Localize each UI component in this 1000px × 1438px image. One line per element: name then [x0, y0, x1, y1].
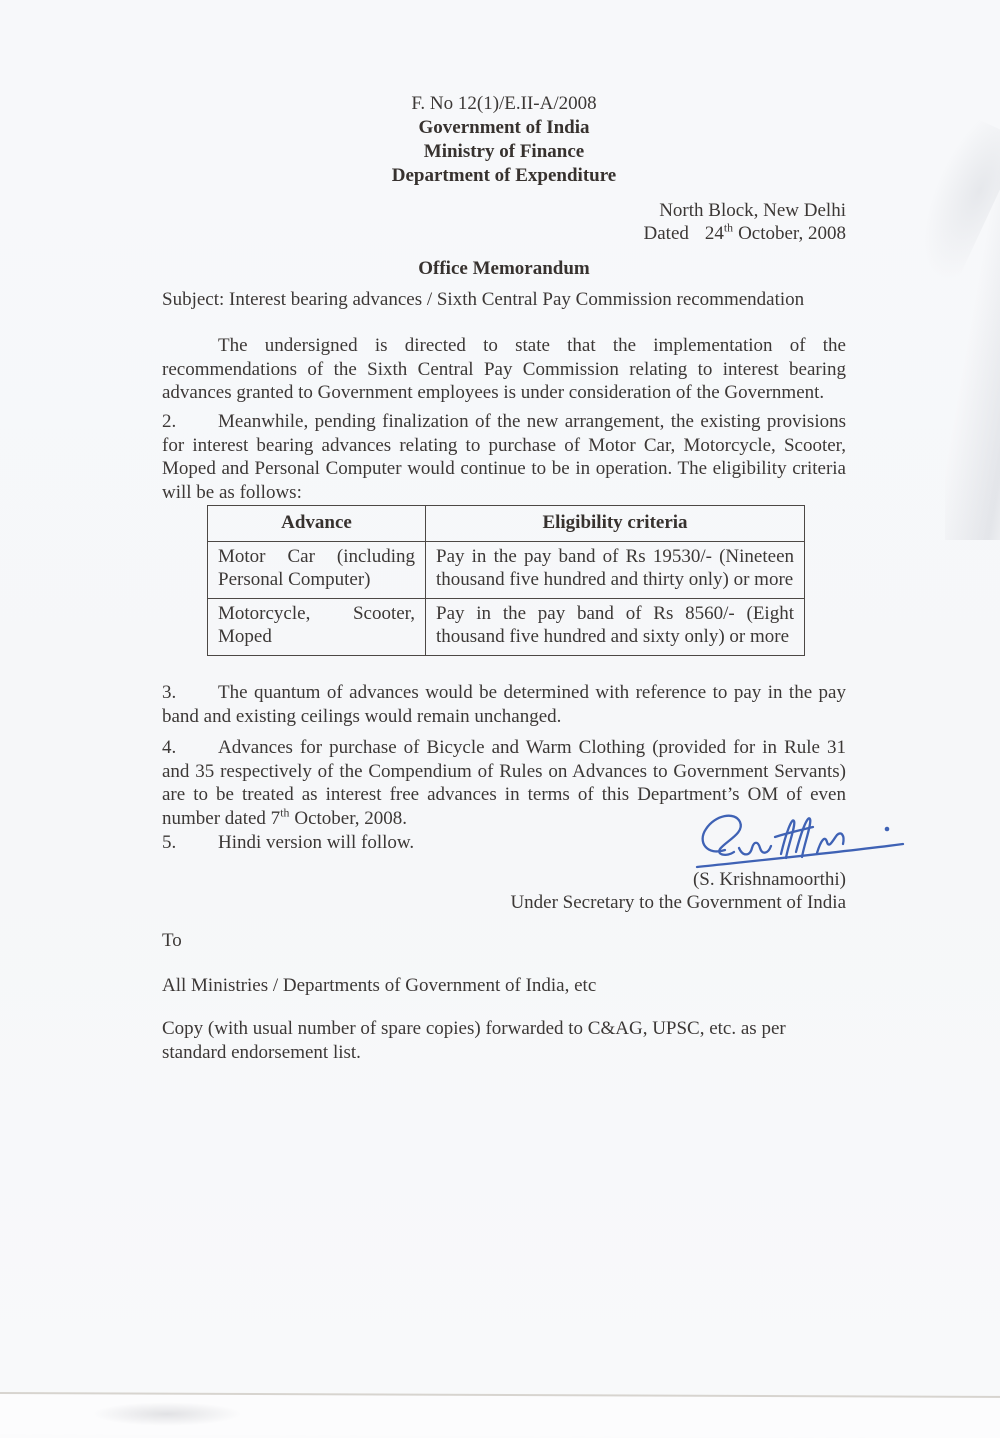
paragraph-3-text: The quantum of advances would be determined with reference to pay in the pay band and existing ceilings would remain unchanged.	[162, 682, 846, 727]
paragraph-4-number: 4.	[162, 737, 177, 758]
copy-note: Copy (with usual number of spare copies) forwarded to C&AG, UPSC, etc. as per standard endorsement list.	[162, 1018, 786, 1063]
addressee-line: All Ministries / Departments of Government of India, etc	[162, 975, 597, 996]
subject-line: Subject: Interest bearing advances / Sixth Central Pay Commission recommendation	[162, 289, 805, 310]
date-line	[162, 222, 846, 245]
date-prefix: Dated	[643, 223, 689, 244]
table-header-row	[208, 506, 805, 542]
eligibility-table	[207, 505, 805, 656]
date-day: 24	[704, 223, 724, 244]
signature	[693, 806, 911, 874]
table-cell-advance-1: Motor Car (including Personal Computer)	[208, 541, 426, 598]
signature-tail-stroke	[817, 833, 844, 853]
paragraph-4-text: Advances for purchase of Bicycle and Warm Clothing (provided for in Rule 31 and 35 respectively of the Compendium of Rules on Advances to Government Servants) are to be treated as interest free advances in terms of this Department’s OM of even number dated 7	[162, 737, 846, 829]
org-line-3: Department of Expenditure	[391, 165, 617, 186]
table-header-advance: Advance	[208, 506, 426, 542]
paragraph-5-number: 5.	[162, 832, 177, 853]
date-ordinal: th	[723, 221, 734, 235]
org-line-2: Ministry of Finance	[423, 141, 585, 162]
letterhead	[162, 92, 846, 188]
document-title: Office Memorandum	[418, 258, 590, 279]
signatory-name: (S. Krishnamoorthi)	[692, 869, 846, 890]
signatory-title: Under Secretary to the Government of India	[510, 892, 846, 913]
paragraph-2-number: 2.	[162, 411, 177, 432]
to-label: To	[162, 930, 182, 951]
paragraph-4-text-end: October, 2008.	[294, 807, 408, 829]
place-line: North Block, New Delhi	[659, 200, 846, 221]
table-cell-criteria-1: Pay in the pay band of Rs 19530/- (Nineteen thousand five hundred and thirty only) or more	[426, 541, 805, 598]
signature-ascender-1	[781, 820, 794, 858]
signature-squiggle-stroke	[739, 843, 771, 855]
table-header-criteria: Eligibility criteria	[426, 506, 805, 542]
paragraph-2	[162, 410, 846, 504]
date-rest: October, 2008	[738, 223, 846, 244]
table-row	[208, 598, 805, 655]
signature-loop-stroke	[703, 816, 741, 855]
paragraph-2-text: Meanwhile, pending finalization of the new arrangement, the existing provisions for interest bearing advances relating to purchase of Motor Car, Motorcycle, Scooter, Moped and Personal Computer would continue to be in operation. The eligibility criteria will be as follows:	[162, 411, 846, 503]
org-line-1: Government of India	[418, 117, 590, 138]
paragraph-3-number: 3.	[162, 682, 177, 703]
file-number: F. No 12(1)/E.II-A/2008	[411, 93, 597, 114]
place-date-block	[162, 199, 846, 245]
paragraph-1: The undersigned is directed to state that the implementation of the recommendations of the Sixth Central Pay Commission relating to interest bearing advances granted to Government employees is under consideration of the Government.	[162, 335, 846, 403]
paper-corner-shadow	[92, 1402, 242, 1426]
paragraph-3	[162, 681, 846, 728]
table-cell-criteria-2: Pay in the pay band of Rs 8560/- (Eight thousand five hundred and sixty only) or more	[426, 598, 805, 655]
table-cell-advance-2: Motorcycle, Scooter, Moped	[208, 598, 426, 655]
signature-ascender-2	[796, 818, 810, 857]
signature-dot	[885, 827, 890, 832]
paragraph-5-text: Hindi version will follow.	[218, 832, 415, 853]
table-row	[208, 541, 805, 598]
scan-fold-shadow	[901, 115, 1000, 285]
paragraph-4-ordinal: th	[280, 806, 290, 820]
